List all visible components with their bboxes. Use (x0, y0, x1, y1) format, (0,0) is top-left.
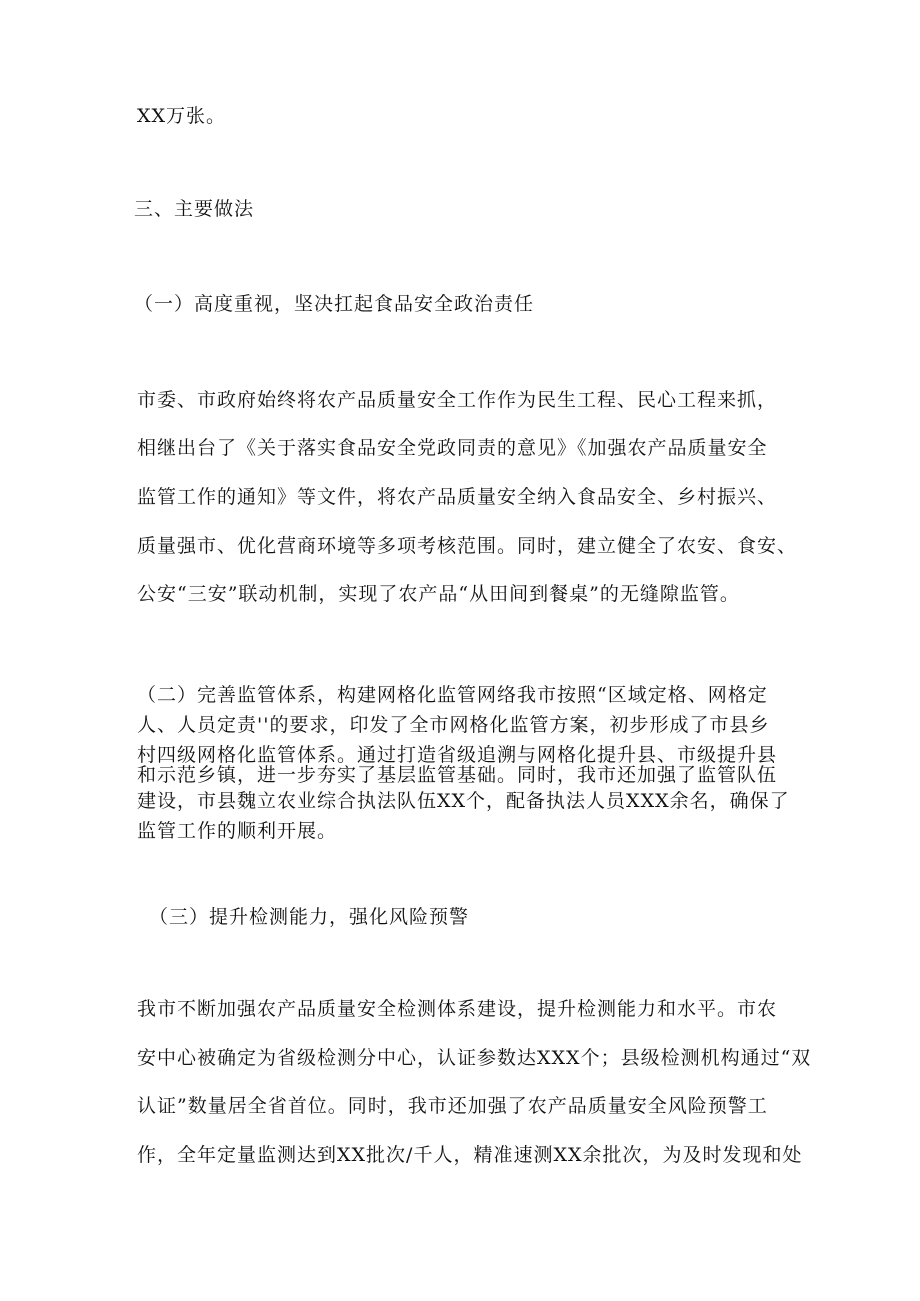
subsection-3-line: 我市不断加强农产品质量安全检测体系建设，提升检测能力和水平。市农 (137, 998, 778, 1020)
subsection-1-heading: （一）高度重视，坚决扛起食品安全政治责任 (134, 293, 535, 315)
subsection-1-line: 监管工作的通知》等文件，将农产品质量安全纳入食品安全、乡村振兴、 (137, 486, 778, 508)
subsection-2-line: 村四级网格化监管体系。通过打造省级追溯与网格化提升县、市级提升县 (137, 744, 778, 766)
section-heading: 三、主要做法 (134, 198, 255, 220)
subsection-2-line: 监管工作的顺利开展。 (137, 820, 338, 842)
subsection-2-line: 建设，市县魏立农业综合执法队伍XX个，配备执法人员XXX余名，确保了 (137, 790, 790, 812)
subsection-3-line: 作，全年定量监测达到XX批次/千人，精准速测XX余批次，为及时发现和处 (137, 1144, 803, 1166)
subsection-3-line: 安中心被确定为省级检测分中心，认证参数达XXX个；县级检测机构通过“双 (137, 1047, 812, 1069)
subsection-1-line: 相继出台了《关于落实食品安全党政同责的意见》《加强农产品质量安全 (137, 437, 768, 459)
subsection-2-line: 和示范乡镇，进一步夯实了基层监管基础。同时，我市还加强了监管队伍 (137, 764, 778, 786)
subsection-3-line: 认证”数量居全省首位。同时，我市还加强了农产品质量安全风险预警工 (137, 1095, 768, 1117)
continuation-text: XX万张。 (137, 105, 227, 127)
subsection-1-line: 质量强市、优化营商环境等多项考核范围。同时，建立健全了农安、食安、 (137, 535, 798, 557)
subsection-2-line: （二）完善监管体系，构建网格化监管网络我市按照“区域定格、网格定 (137, 684, 768, 706)
subsection-2-line: 人、人员定责''的要求，印发了全市网格化监管方案，初步形成了市县乡 (137, 714, 770, 736)
subsection-1-line: 公安“三安”联动机制，实现了农产品“从田间到餐桌”的无缝隙监管。 (137, 583, 740, 605)
subsection-1-line: 市委、市政府始终将农产品质量安全工作作为民生工程、民心工程来抓， (137, 389, 778, 411)
subsection-3-heading: （三）提升检测能力，强化风险预警 (149, 906, 470, 928)
